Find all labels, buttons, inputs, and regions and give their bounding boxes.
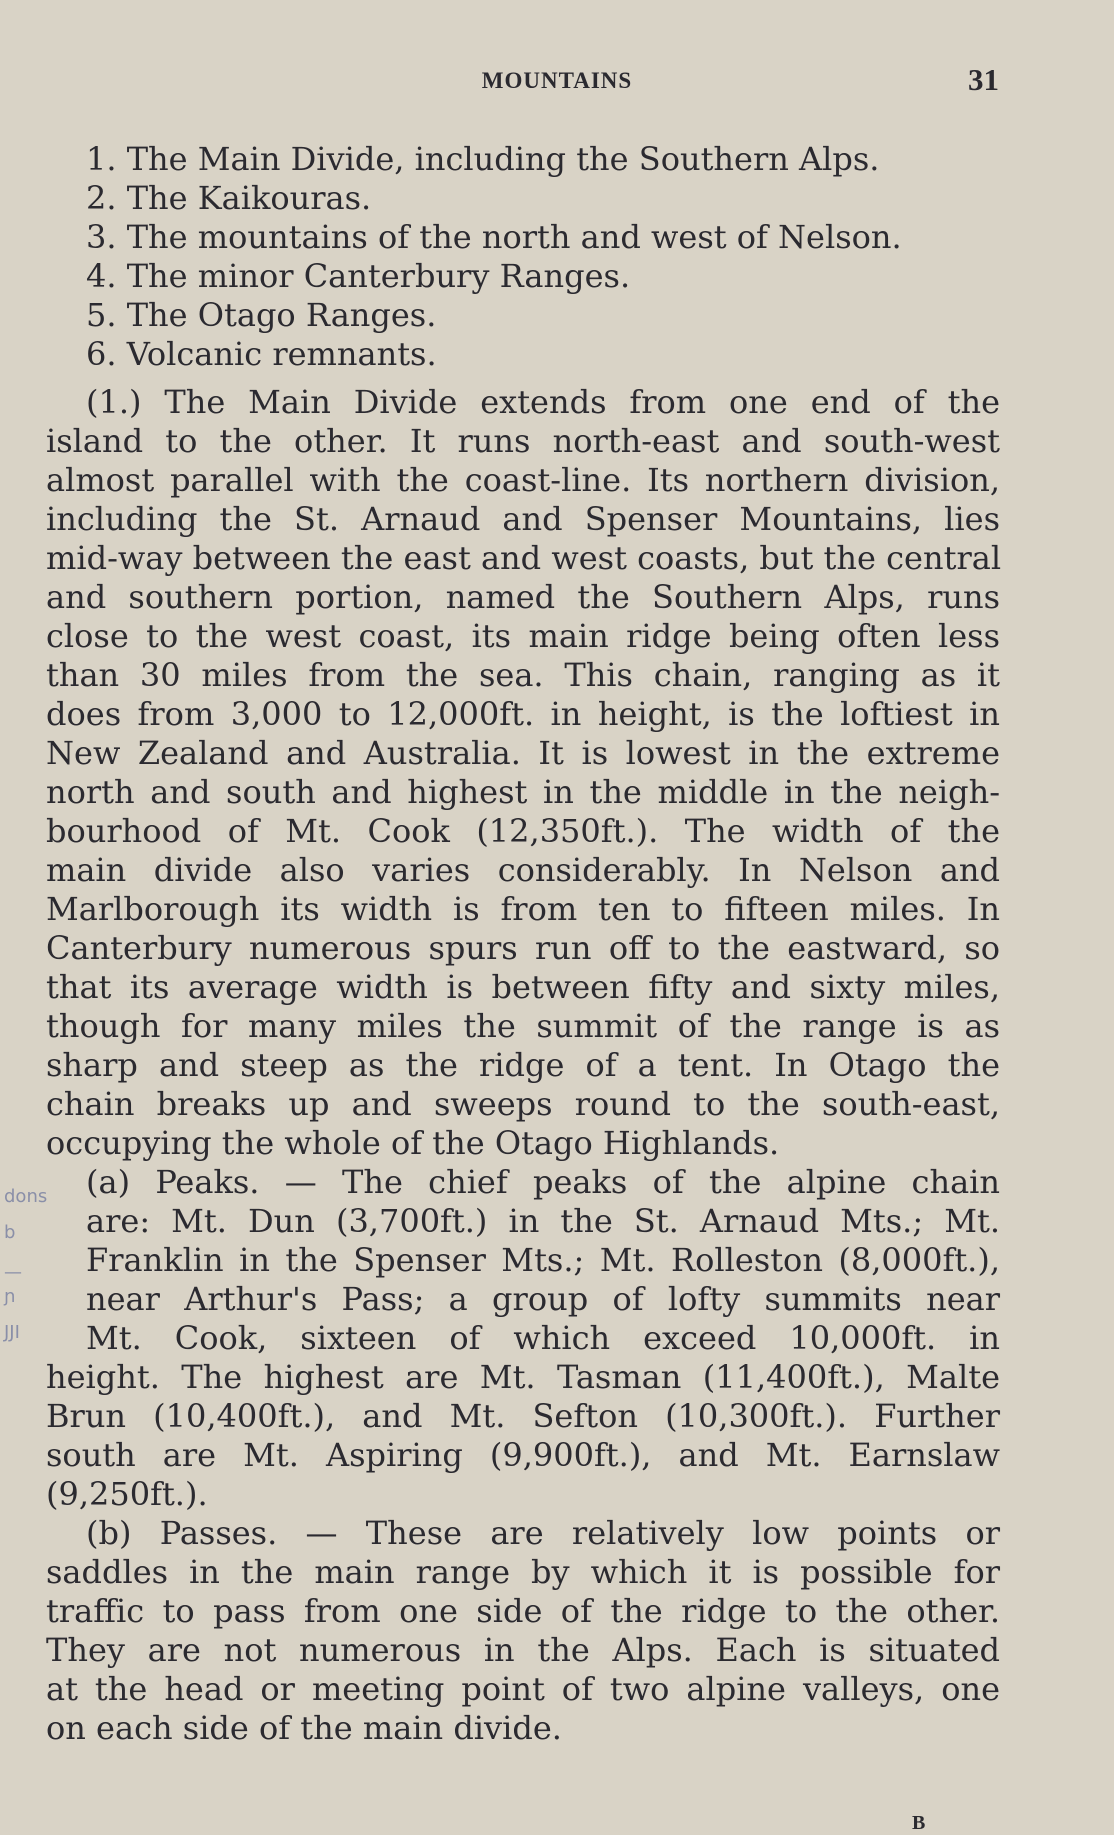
mountain-system-list — [86, 140, 1046, 374]
margin-note: b — [4, 1222, 16, 1243]
text-line: north and south and highest in the middle in the neigh- — [46, 773, 1000, 811]
text-line: close to the west coast, its main ridge being often less — [46, 617, 1000, 655]
list-item: 2. The Kaikouras. — [86, 179, 372, 217]
list-item: 5. The Otago Ranges. — [86, 296, 437, 334]
text-line: and southern portion, named the Southern Alps, runs — [46, 578, 1000, 616]
text-line: Marlborough its width is from ten to fifteen miles. In — [46, 890, 1000, 928]
text-line: Mt. Cook, sixteen of which exceed 10,000ft. in — [86, 1319, 1000, 1357]
page-number: 31 — [968, 62, 999, 97]
text-line: does from 3,000 to 12,000ft. in height, is the loftiest in — [46, 695, 1000, 733]
text-line: Brun (10,400ft.), and Mt. Sefton (10,300ft.). Further — [46, 1397, 1000, 1435]
text-line: almost parallel with the coast-line. Its northern division, — [46, 461, 1000, 499]
text-line: though for many miles the summit of the range is as — [46, 1007, 1000, 1045]
margin-note: dons — [4, 1186, 48, 1207]
signature-mark: B — [912, 1812, 926, 1834]
text-line: (1.) The Main Divide extends from one end of the — [86, 383, 1000, 421]
text-line: than 30 miles from the sea. This chain, ranging as it — [46, 656, 1000, 694]
text-line: sharp and steep as the ridge of a tent. In Otago the — [46, 1046, 1000, 1084]
text-line: traffic to pass from one side of the ridge to the other. — [46, 1592, 1000, 1630]
text-line: Franklin in the Spenser Mts.; Mt. Rolleston (8,000ft.), — [86, 1241, 1000, 1279]
margin-note: — — [4, 1262, 22, 1283]
text-line: (b) Passes. — These are relatively low points or — [86, 1514, 1000, 1552]
text-line: They are not numerous in the Alps. Each is situated — [46, 1631, 1000, 1669]
text-line: including the St. Arnaud and Spenser Mountains, lies — [46, 500, 1000, 538]
running-title: MOUNTAINS — [481, 68, 633, 93]
text-line: mid-way between the east and west coasts, but the central — [46, 539, 1002, 577]
text-line: bourhood of Mt. Cook (12,350ft.). The width of the — [46, 812, 1000, 850]
text-line: height. The highest are Mt. Tasman (11,400ft.), Malte — [46, 1358, 1000, 1396]
text-line: that its average width is between fifty and sixty miles, — [46, 968, 1000, 1006]
list-item: 3. The mountains of the north and west of Nelson. — [86, 218, 902, 256]
text-line: New Zealand and Australia. It is lowest in the extreme — [46, 734, 1000, 772]
text-line: at the head or meeting point of two alpine valleys, one — [46, 1670, 1000, 1708]
text-line: (a) Peaks. — The chief peaks of the alpine chain — [86, 1163, 1000, 1201]
text-line: are: Mt. Dun (3,700ft.) in the St. Arnaud Mts.; Mt. — [86, 1202, 1000, 1240]
text-line: on each side of the main divide. — [46, 1709, 562, 1747]
text-line: saddles in the main range by which it is possible for — [46, 1553, 1000, 1591]
list-item: 1. The Main Divide, including the Southern Alps. — [86, 140, 880, 178]
text-line: (9,250ft.). — [46, 1475, 208, 1513]
text-line: island to the other. It runs north-east and south-west — [46, 422, 1000, 460]
text-line: south are Mt. Aspiring (9,900ft.), and Mt. Earnslaw — [46, 1436, 1000, 1474]
text-line: chain breaks up and sweeps round to the south-east, — [46, 1085, 1000, 1123]
text-line: main divide also varies considerably. In Nelson and — [46, 851, 1000, 889]
margin-note: JJI — [4, 1322, 20, 1343]
margin-note: ɲ — [4, 1286, 16, 1307]
text-line: Canterbury numerous spurs run off to the eastward, so — [46, 929, 1000, 967]
text-line: near Arthur's Pass; a group of lofty summits near — [86, 1280, 1000, 1318]
text-line: occupying the whole of the Otago Highlands. — [46, 1124, 780, 1162]
list-item: 4. The minor Canterbury Ranges. — [86, 257, 631, 295]
list-item: 6. Volcanic remnants. — [86, 335, 437, 373]
